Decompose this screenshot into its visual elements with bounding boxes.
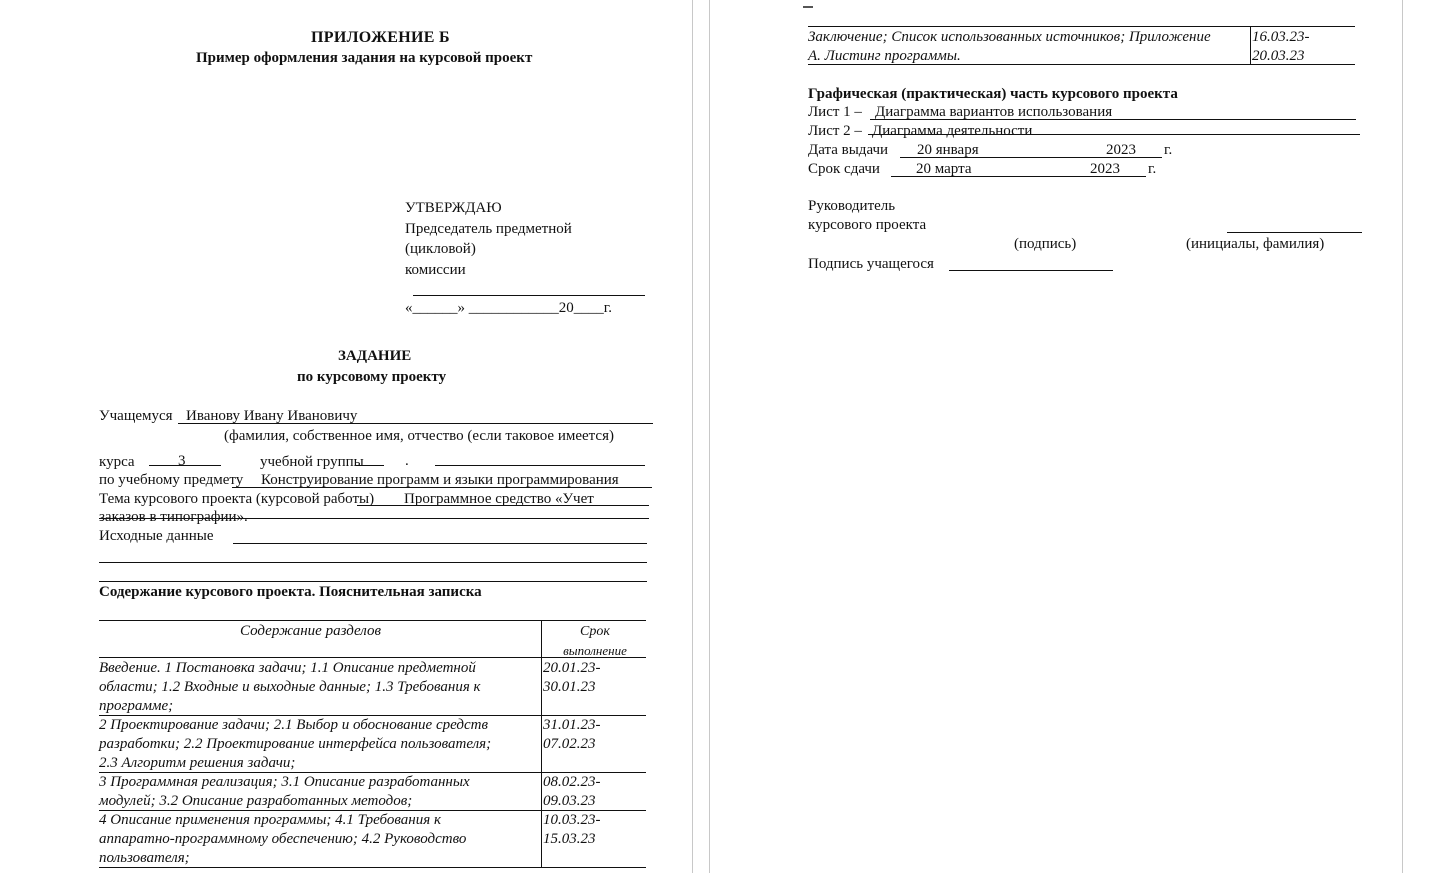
sheet-2-underline bbox=[868, 134, 1360, 135]
source-data-label: Исходные данные bbox=[99, 528, 214, 544]
table-bottom-border bbox=[99, 867, 646, 868]
table-continued-divider bbox=[1250, 26, 1251, 65]
topic-value-line-1: Программное средство «Учет bbox=[404, 491, 594, 507]
approve-signature-line bbox=[413, 295, 645, 296]
table-top-border bbox=[99, 620, 646, 621]
due-year-suffix: г. bbox=[1148, 161, 1157, 177]
signature-hint: (подпись) bbox=[1014, 236, 1077, 252]
due-date-label: Срок сдачи bbox=[808, 161, 880, 177]
subject-underline bbox=[232, 487, 652, 488]
table-continued-bottom-border bbox=[808, 64, 1355, 65]
group-label: учебной группы bbox=[260, 454, 364, 470]
table-row: Введение. 1 Постановка задачи; 1.1 Описание предметной области; 1.2 Входные и выходные данные; 1.3 Требования к программе; bbox=[99, 660, 481, 714]
subject-value: Конструирование программ и языки программирования bbox=[261, 472, 619, 488]
group-underline-2 bbox=[435, 465, 645, 466]
table-header-content: Содержание разделов bbox=[240, 623, 382, 639]
approve-line-3: комиссии bbox=[405, 262, 466, 278]
page-edge-far-right bbox=[1402, 0, 1403, 873]
due-date-underline bbox=[891, 176, 1146, 177]
page-edge-right bbox=[709, 0, 710, 873]
table-row: 3 Программная реализация; 3.1 Описание разработанных модулей; 3.2 Описание разработанных методов; bbox=[99, 774, 470, 809]
student-hint: (фамилия, собственное имя, отчество (если таковое имеется) bbox=[224, 428, 614, 444]
initials-hint: (инициалы, фамилия) bbox=[1186, 236, 1325, 252]
graphic-part-heading: Графическая (практическая) часть курсового проекта bbox=[808, 86, 1178, 102]
student-name: Иванову Ивану Ивановичу bbox=[186, 408, 358, 424]
group-underline-1 bbox=[356, 465, 384, 466]
sheet-2-label: Лист 2 – bbox=[808, 123, 862, 139]
table-row-term: 20.01.23- 30.01.23 bbox=[543, 660, 601, 695]
sheet-1-value: Диаграмма вариантов использования bbox=[875, 104, 1113, 120]
group-dot: . bbox=[405, 453, 409, 469]
course-label: курса bbox=[99, 454, 135, 470]
table-row: 2 Проектирование задачи; 2.1 Выбор и обоснование средств разработки; 2.2 Проектирование интерфейса пользователя; 2.3 Алгоритм решения задачи; bbox=[99, 717, 492, 771]
issue-year-suffix: г. bbox=[1164, 142, 1173, 158]
supervisor-label-1: Руководитель bbox=[808, 198, 896, 214]
topic-value-line-2: заказов в типографии». bbox=[99, 509, 248, 525]
issue-date-value: 20 января bbox=[917, 142, 979, 158]
approve-date-line: «______» ____________20____г. bbox=[405, 300, 612, 316]
table-header-term: Срок выполнение bbox=[563, 624, 627, 658]
appendix-title: ПРИЛОЖЕНИЕ Б bbox=[311, 29, 450, 46]
table-row-term: 10.03.23- 15.03.23 bbox=[543, 812, 601, 847]
approve-line-1: Председатель предметной bbox=[405, 221, 572, 237]
table-row: 4 Описание применения программы; 4.1 Требования к аппаратно-программному обеспечению; 4.2 Руководство пользователя; bbox=[99, 812, 467, 866]
topic-underline-2 bbox=[99, 518, 649, 519]
approve-line-2: (цикловой) bbox=[405, 241, 476, 257]
course-value: 3 bbox=[178, 453, 186, 469]
topic-label: Тема курсового проекта (курсовой работы) bbox=[99, 491, 375, 507]
student-name-underline bbox=[178, 423, 653, 424]
cursor-mark bbox=[803, 6, 813, 8]
due-year-value: 2023 bbox=[1090, 161, 1120, 177]
student-signature-line bbox=[949, 270, 1113, 271]
sheet-1-label: Лист 1 – bbox=[808, 104, 862, 120]
page-edge-left bbox=[692, 0, 693, 873]
issue-date-underline bbox=[900, 157, 1162, 158]
due-date-value: 20 марта bbox=[916, 161, 972, 177]
task-subtitle: по курсовому проекту bbox=[297, 369, 447, 385]
subject-label: по учебному предмету bbox=[99, 472, 244, 488]
source-data-line-3 bbox=[99, 581, 647, 582]
approve-heading: УТВЕРЖДАЮ bbox=[405, 200, 502, 216]
table-row: Заключение; Список использованных источников; Приложение А. Листинг программы. bbox=[808, 29, 1211, 64]
course-underline bbox=[149, 465, 221, 466]
table-row-term: 16.03.23- 20.03.23 bbox=[1252, 29, 1310, 64]
table-header-border bbox=[99, 657, 646, 658]
issue-year-value: 2023 bbox=[1106, 142, 1136, 158]
student-label: Учащемуся bbox=[99, 408, 173, 424]
task-title: ЗАДАНИЕ bbox=[338, 348, 412, 364]
sheet-1-underline bbox=[870, 119, 1356, 120]
sheet-2-value: Диаграмма деятельности bbox=[872, 123, 1033, 139]
topic-underline-1 bbox=[357, 505, 649, 506]
supervisor-label-2: курсового проекта bbox=[808, 217, 927, 233]
source-data-line-2 bbox=[99, 562, 647, 563]
appendix-subtitle: Пример оформления задания на курсовой проект bbox=[196, 50, 533, 66]
table-continued-top-border bbox=[808, 26, 1355, 27]
source-data-line-1 bbox=[233, 543, 647, 544]
table-row-term: 31.01.23- 07.02.23 bbox=[543, 717, 601, 752]
student-signature-label: Подпись учащегося bbox=[808, 256, 934, 272]
supervisor-signature-line bbox=[1227, 232, 1362, 233]
content-heading: Содержание курсового проекта. Пояснительная записка bbox=[99, 584, 482, 600]
table-row-term: 08.02.23- 09.03.23 bbox=[543, 774, 601, 809]
issue-date-label: Дата выдачи bbox=[808, 142, 889, 158]
